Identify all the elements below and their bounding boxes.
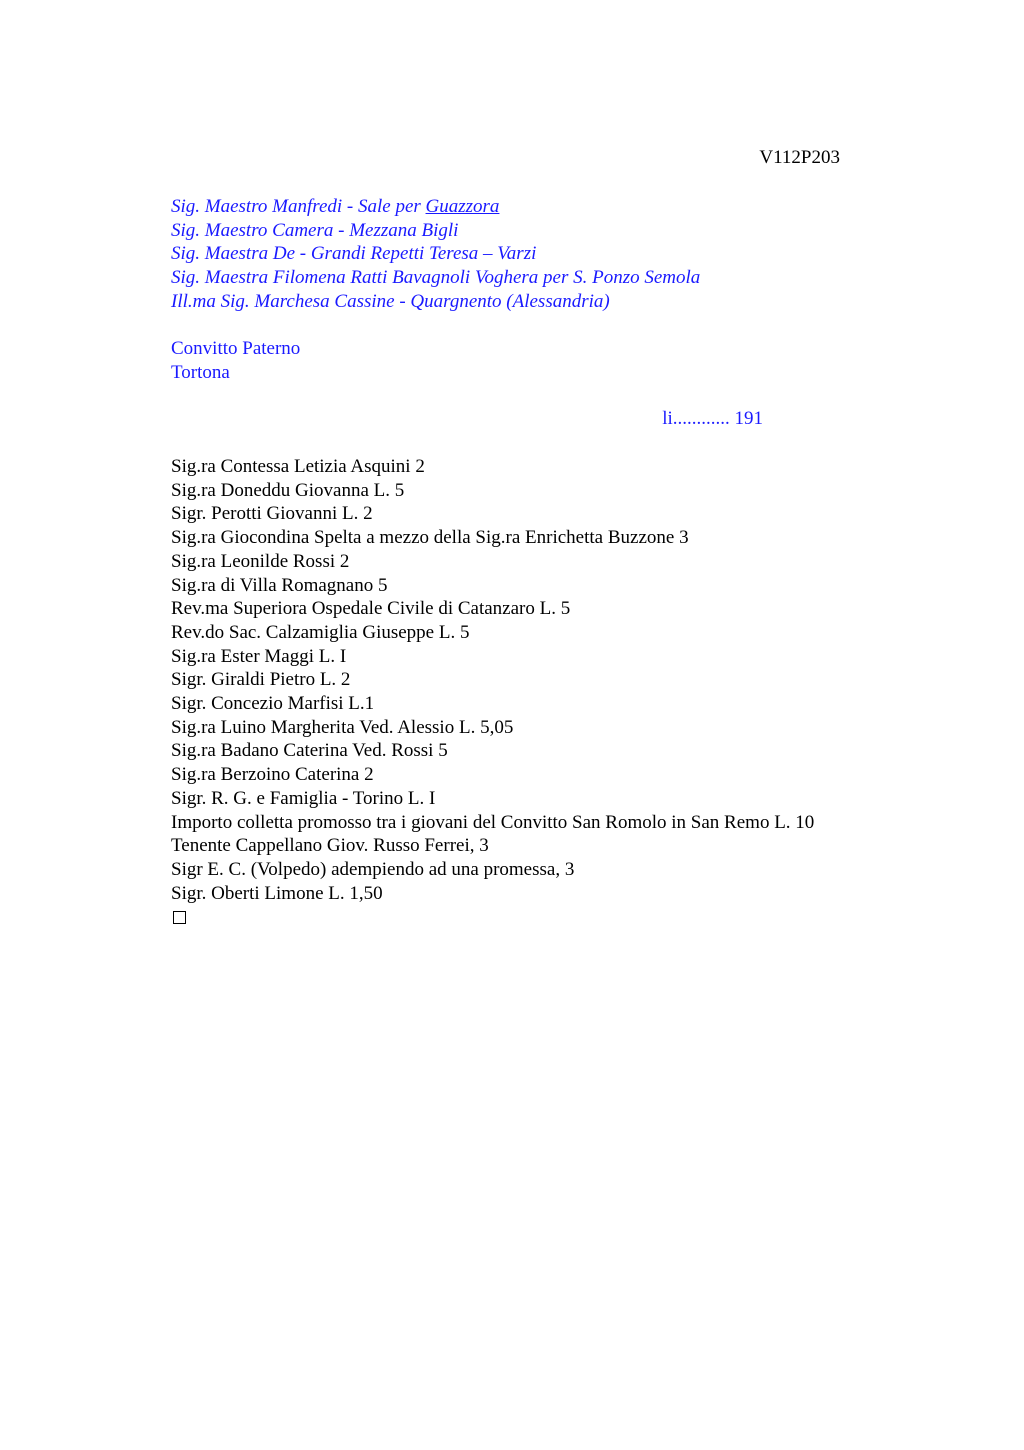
- donor-entry: Tenente Cappellano Giov. Russo Ferrei, 3: [171, 835, 489, 857]
- donor-entry: Sig.ra Ester Maggi L. I: [171, 645, 347, 667]
- donor-entry: Sigr. Oberti Limone L. 1,50: [171, 882, 383, 904]
- letterhead-institution: Convitto Paterno: [171, 338, 301, 359]
- addressee-list: [171, 195, 700, 314]
- donor-entry: Sig.ra Luino Margherita Ved. Alessio L. 5,05: [171, 716, 514, 738]
- donor-entry: Rev.ma Superiora Ospedale Civile di Catanzaro L. 5: [171, 598, 571, 620]
- donor-entry: Sigr E. C. (Volpedo) adempiendo ad una promessa, 3: [171, 858, 575, 880]
- addressee-line: Sig. Maestra Filomena Ratti Bavagnoli Voghera per S. Ponzo Semola: [171, 267, 701, 289]
- addressee-line: Sig. Maestro Manfredi - Sale per Guazzora: [171, 196, 500, 217]
- underlined-place: Guazzora: [425, 196, 500, 217]
- donor-entry: Sig.ra di Villa Romagnano 5: [171, 574, 388, 596]
- donor-entry: Rev.do Sac. Calzamiglia Giuseppe L. 5: [171, 621, 470, 643]
- donor-entry: Sig.ra Giocondina Spelta a mezzo della Sig.ra Enrichetta Buzzone 3: [171, 527, 689, 549]
- dateline: li............ 191: [662, 408, 763, 429]
- donor-entry: Sigr. R. G. e Famiglia - Torino L. I: [171, 787, 436, 809]
- donor-entry: Sig.ra Berzoino Caterina 2: [171, 764, 374, 786]
- donor-list: [171, 455, 814, 931]
- donor-entry: Importo colletta promosso tra i giovani del Convitto San Romolo in San Remo L. 10: [171, 811, 815, 833]
- donor-entry: Sig.ra Doneddu Giovanna L. 5: [171, 479, 405, 501]
- addressee-line: Ill.ma Sig. Marchesa Cassine - Quargnento (Alessandria): [171, 290, 610, 312]
- donor-entry: Sig.ra Leonilde Rossi 2: [171, 550, 350, 572]
- donor-entry: Sig.ra Contessa Letizia Asquini 2: [171, 456, 425, 477]
- addressee-line: Sig. Maestro Camera - Mezzana Bigli: [171, 219, 459, 241]
- letterhead-city: Tortona: [171, 361, 230, 383]
- reference-code: V112P203: [759, 147, 840, 168]
- empty-checkbox: [171, 905, 814, 931]
- donor-entry: Sigr. Perotti Giovanni L. 2: [171, 503, 373, 525]
- donor-entry: Sigr. Concezio Marfisi L.1: [171, 693, 375, 715]
- letterhead: [171, 337, 300, 384]
- donor-entry: Sigr. Giraldi Pietro L. 2: [171, 669, 351, 691]
- checkbox-icon: [173, 911, 186, 924]
- addressee-line: Sig. Maestra De - Grandi Repetti Teresa – Varzi: [171, 243, 537, 265]
- donor-entry: Sig.ra Badano Caterina Ved. Rossi 5: [171, 740, 448, 762]
